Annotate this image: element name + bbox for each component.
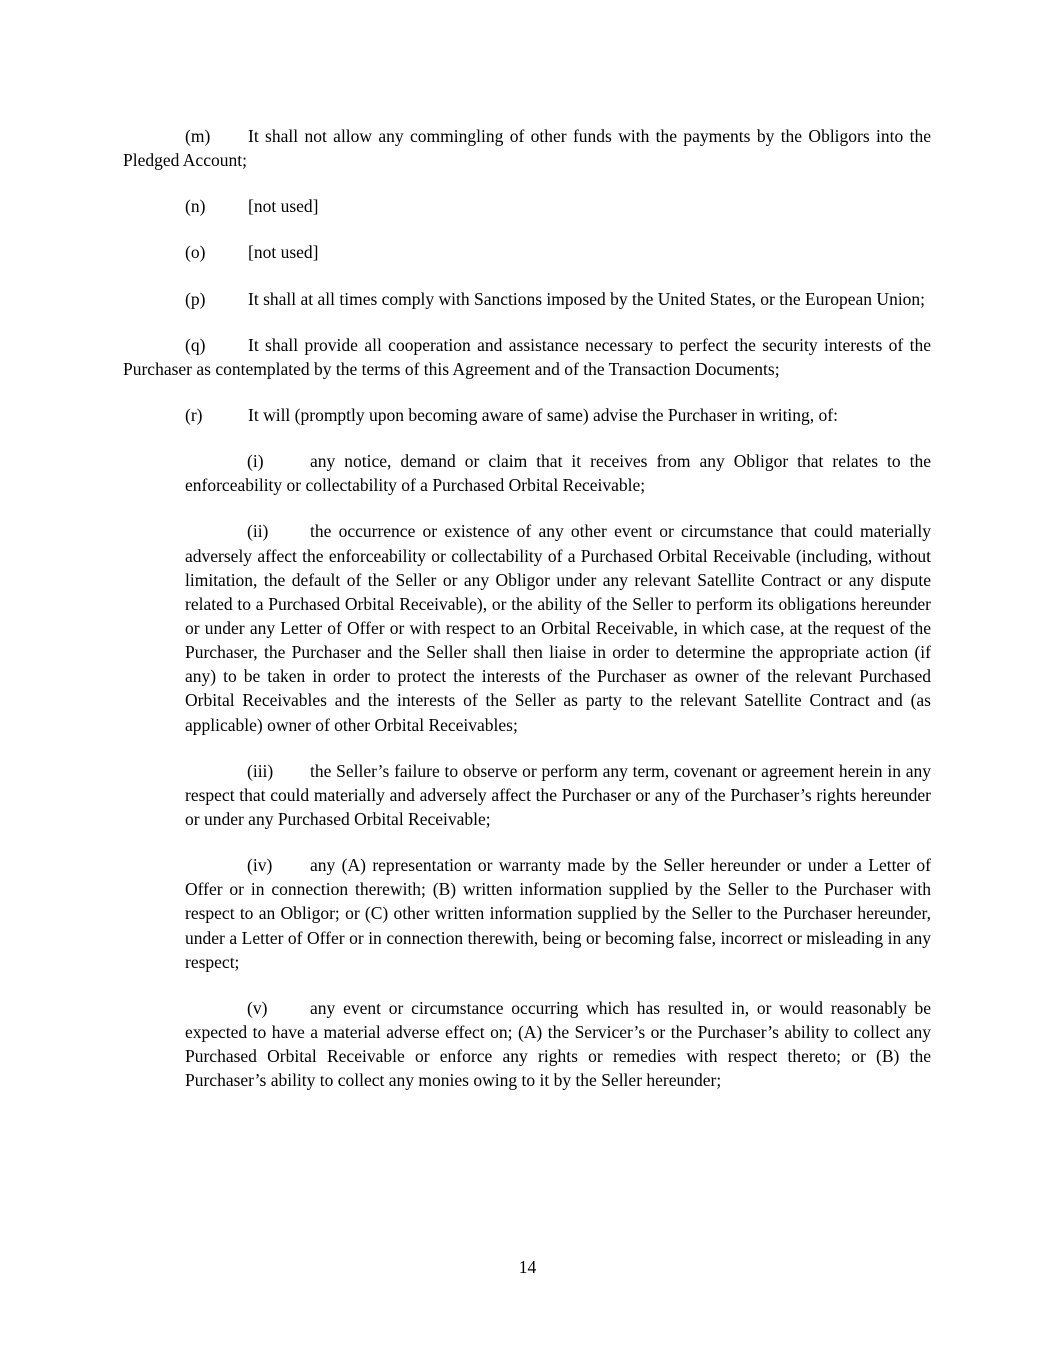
paragraph-label: (i): [247, 451, 264, 472]
paragraph-text: It shall at all times comply with Sanctions imposed by the United States, or the European Union;: [248, 288, 926, 309]
paragraph: [123, 124, 931, 172]
paragraph-text: It will (promptly upon becoming aware of same) advise the Purchaser in writing, of:: [248, 404, 838, 425]
paragraph: [123, 853, 931, 974]
paragraph-text: [not used]: [248, 242, 319, 263]
page-number: 14: [518, 1256, 537, 1277]
paragraph: [123, 449, 931, 497]
paragraph-label: (o): [185, 242, 206, 263]
paragraph-text: the occurrence or existence of any other event or circumstance that could materially adversely affect the enforceability or collectability of a Purchased Orbital Receivable (including, without limitation, the default of the Seller or any Obligor under any relevant Satellite Contract or any dispute related to a Purchased Orbital Receivable), or the ability of the Seller to perform its obligations hereunder or under any Letter of Offer or with respect to an Orbital Receivable, in which case, at the request of the Purchaser, the Purchaser and the Seller shall then liaise in order to determine the appropriate action (if any) to be taken in order to protect the interests of the Purchaser as owner of the relevant Purchased Orbital Receivables and the interests of the Seller as party to the relevant Satellite Contract and (as applicable) owner of other Orbital Receivables;: [185, 521, 931, 735]
paragraph-text: [not used]: [248, 196, 319, 217]
paragraph: [123, 240, 931, 264]
paragraph-text: the Seller’s failure to observe or perform any term, covenant or agreement herein in any respect that could materially and adversely affect the Purchaser or any of the Purchaser’s rights hereunder or under any Purchased Orbital Receivable;: [185, 760, 931, 829]
paragraph: [123, 194, 931, 218]
paragraph-text: It shall provide all cooperation and assistance necessary to perfect the security interests of the Purchaser as contemplated by the terms of this Agreement and of the Transaction Documents;: [123, 334, 931, 379]
paragraph: [123, 759, 931, 831]
paragraph: [123, 333, 931, 381]
paragraph-text: any notice, demand or claim that it receives from any Obligor that relates to the enforceability or collectability of a Purchased Orbital Receivable;: [185, 451, 931, 496]
paragraph-text: It shall not allow any commingling of other funds with the payments by the Obligors into the Pledged Account;: [123, 126, 931, 171]
paragraph-label: (r): [185, 404, 203, 425]
paragraph: [123, 996, 931, 1093]
paragraph-label: (p): [185, 288, 206, 309]
paragraph-label: (ii): [247, 521, 269, 542]
paragraph-label: (iii): [247, 760, 274, 781]
paragraph-label: (n): [185, 196, 206, 217]
paragraph-label: (iv): [247, 855, 273, 876]
paragraph-text: any event or circumstance occurring which has resulted in, or would reasonably be expected to have a material adverse effect on; (A) the Servicer’s or the Purchaser’s ability to collect any Purchased Orbital Receivable or enforce any rights or remedies with respect thereto; or (B) the Purchaser’s ability to collect any monies owing to it by the Seller hereunder;: [185, 997, 931, 1091]
paragraph: [123, 519, 931, 736]
paragraph: [123, 287, 931, 311]
document-body: [123, 124, 931, 1092]
paragraph-text: any (A) representation or warranty made by the Seller hereunder or under a Letter of Offer or in connection therewith; (B) written information supplied by the Seller to the Purchaser with respect to an Obligor; or (C) other written information supplied by the Seller to the Purchaser hereunder, under a Letter of Offer or in connection therewith, being or becoming false, incorrect or misleading in any respect;: [185, 855, 931, 972]
paragraph-label: (q): [185, 334, 206, 355]
paragraph-label: (v): [247, 997, 268, 1018]
paragraph: [123, 403, 931, 427]
paragraph-label: (m): [185, 126, 211, 146]
